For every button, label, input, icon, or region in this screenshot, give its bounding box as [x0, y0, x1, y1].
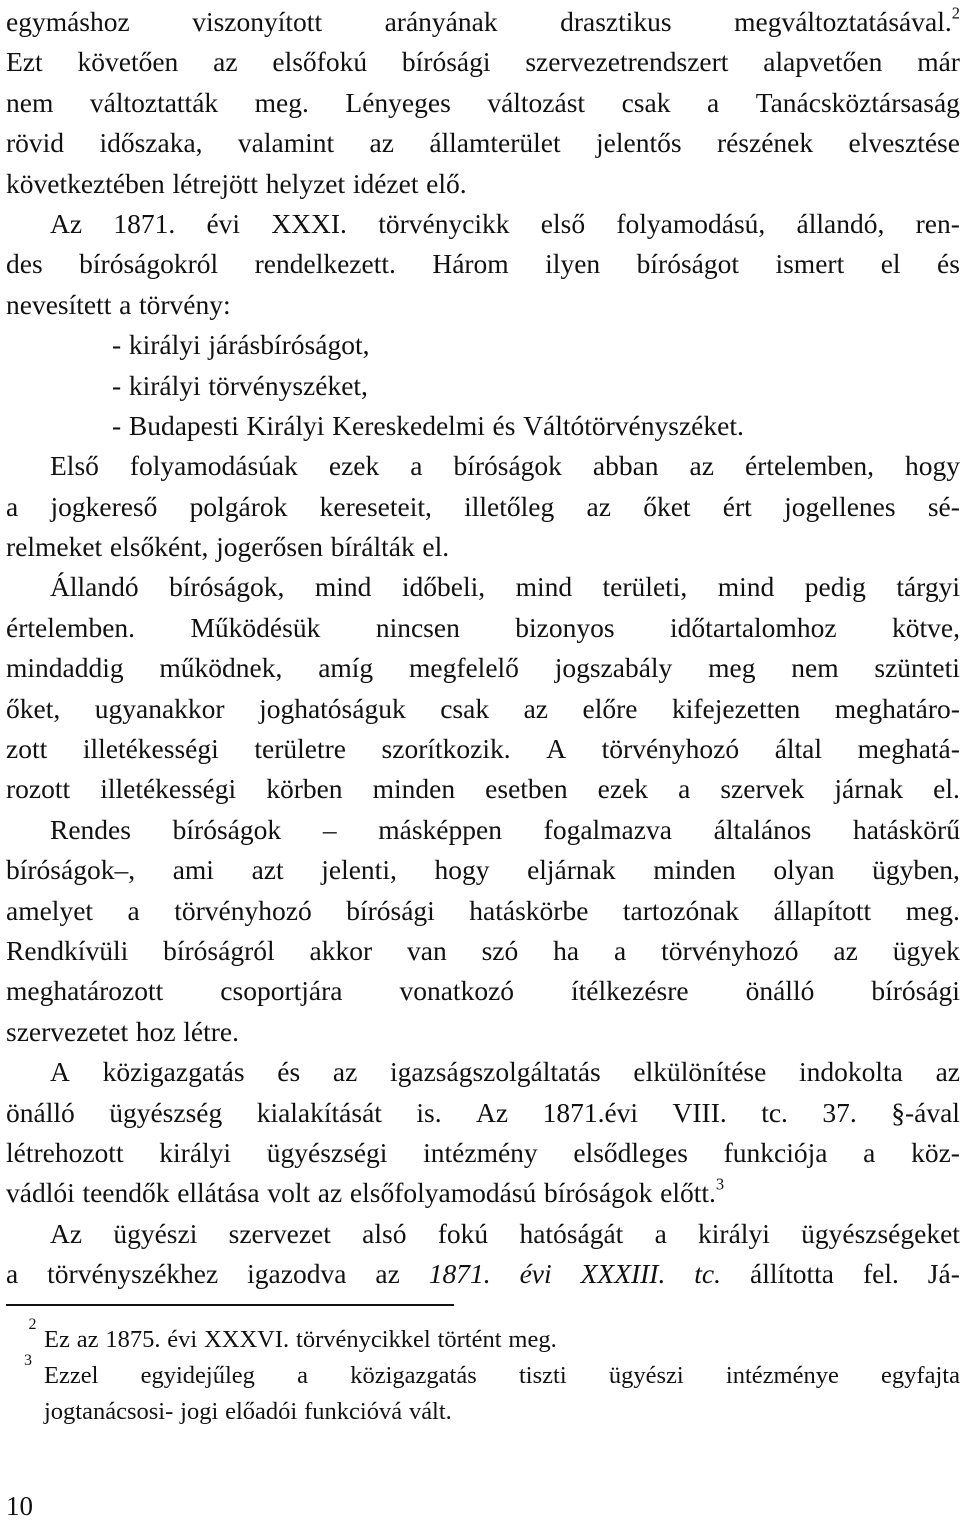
text-line: önálló ügyészség kialakítását is. Az 1871.évi VIII. tc. 37. §-ával [6, 1096, 960, 1128]
text-line: Rendes bíróságok – másképpen fogalmazva általános hatáskörű [50, 813, 960, 845]
text-line: bíróságok–, ami azt jelenti, hogy eljárnak minden olyan ügyben, [6, 854, 960, 886]
text-line: a törvényszékhez igazodva az 1871. évi XXXIII. tc. állította fel. Já- [6, 1258, 960, 1290]
text-line: értelemben. Működésük nincsen bizonyos időtartalomhoz kötve, [6, 611, 960, 643]
footnote-line: Ez az 1875. évi XXXVI. törvénycikkel történt meg. 2 [6, 1322, 960, 1358]
text-line: - királyi járásbíróságot, [112, 329, 370, 361]
footnote-separator [6, 1304, 454, 1306]
text-line: rövid időszaka, valamint az államterület jelentős részének elvesztése [6, 127, 960, 159]
text-line: zott illetékességi területre szorítkozik. A törvényhozó által meghatá- [6, 733, 960, 765]
text-line: mindaddig működnek, amíg megfelelő jogszabály meg nem szünteti [6, 652, 960, 684]
footnote-reference[interactable]: 3 [715, 1174, 725, 1194]
text-line: meghatározott csoportjára vonatkozó ítélkezésre önálló bírósági [6, 975, 960, 1007]
text-line: A közigazgatás és az igazságszolgáltatás elkülönítése indokolta az [50, 1056, 960, 1088]
text-line: des bíróságokról rendelkezett. Három ilyen bíróságot ismert el és [6, 248, 960, 280]
text-line: Állandó bíróságok, mind időbeli, mind területi, mind pedig tárgyi [50, 571, 960, 603]
text-line: relmeket elsőként, jogerősen bírálták el. [6, 531, 450, 563]
text-line: következtében létrejött helyzet idézet elő. [6, 167, 467, 199]
footnotes [6, 1316, 960, 1430]
text-line: a jogkereső polgárok kereseteit, illetőleg az őket ért jogellenes sé- [6, 490, 960, 522]
text-line: rozott illetékességi körben minden esetben ezek a szervek járnak el. [6, 773, 960, 805]
footnote-line: jogtanácsosi- jogi előadói funkcióvá vált. [44, 1398, 452, 1425]
footnote-line: Ezzel egyidejűleg a közigazgatás tiszti ügyészi intézménye egyfajta 3 [6, 1358, 960, 1394]
text-line: Első folyamodásúak ezek a bíróságok abban az értelemben, hogy [50, 450, 960, 482]
text-line: Ezt követően az elsőfokú bírósági szervezetrendszert alapvetően már [6, 46, 960, 78]
footnote-mark: 2 [28, 1316, 37, 1333]
text-line: nem változtatták meg. Lényeges változást csak a Tanácsköztársaság [6, 86, 960, 118]
page-number: 10 [6, 1491, 33, 1521]
text-line: létrehozott királyi ügyészségi intézmény elsődleges funkciója a köz- [6, 1136, 960, 1168]
text-line: Az ügyészi szervezet alsó fokú hatóságát a királyi ügyészségeket [50, 1217, 960, 1249]
text-line: - királyi törvényszéket, [112, 369, 368, 401]
body-text [6, 2, 960, 1295]
text-line: - Budapesti Királyi Kereskedelmi és Váltótörvényszéket. [112, 409, 744, 441]
text-line: szervezetet hoz létre. [6, 1015, 239, 1047]
footnote-mark: 3 [24, 1352, 32, 1369]
text-line: őket, ugyanakkor joghatóságuk csak az előre kifejezetten meghatáro- [6, 692, 960, 724]
text-line: egymáshoz viszonyított arányának drasztikus megváltoztatásával.$^2$ [6, 3, 960, 37]
footnote-reference[interactable]: 2 [951, 3, 960, 23]
text-line: amelyet a törvényhozó bírósági hatáskörbe tartozónak állapított meg. [6, 894, 960, 926]
text-line: vádlói teendők ellátása volt az elsőfolyamodású bíróságok előtt.$^3$ [6, 1174, 725, 1209]
text-line: Rendkívüli bíróságról akkor van szó ha a törvényhozó az ügyek [6, 934, 960, 966]
text-line: nevesített a törvény: [6, 288, 231, 320]
text-line: Az 1871. évi XXXI. törvénycikk első folyamodású, állandó, ren- [50, 207, 960, 239]
